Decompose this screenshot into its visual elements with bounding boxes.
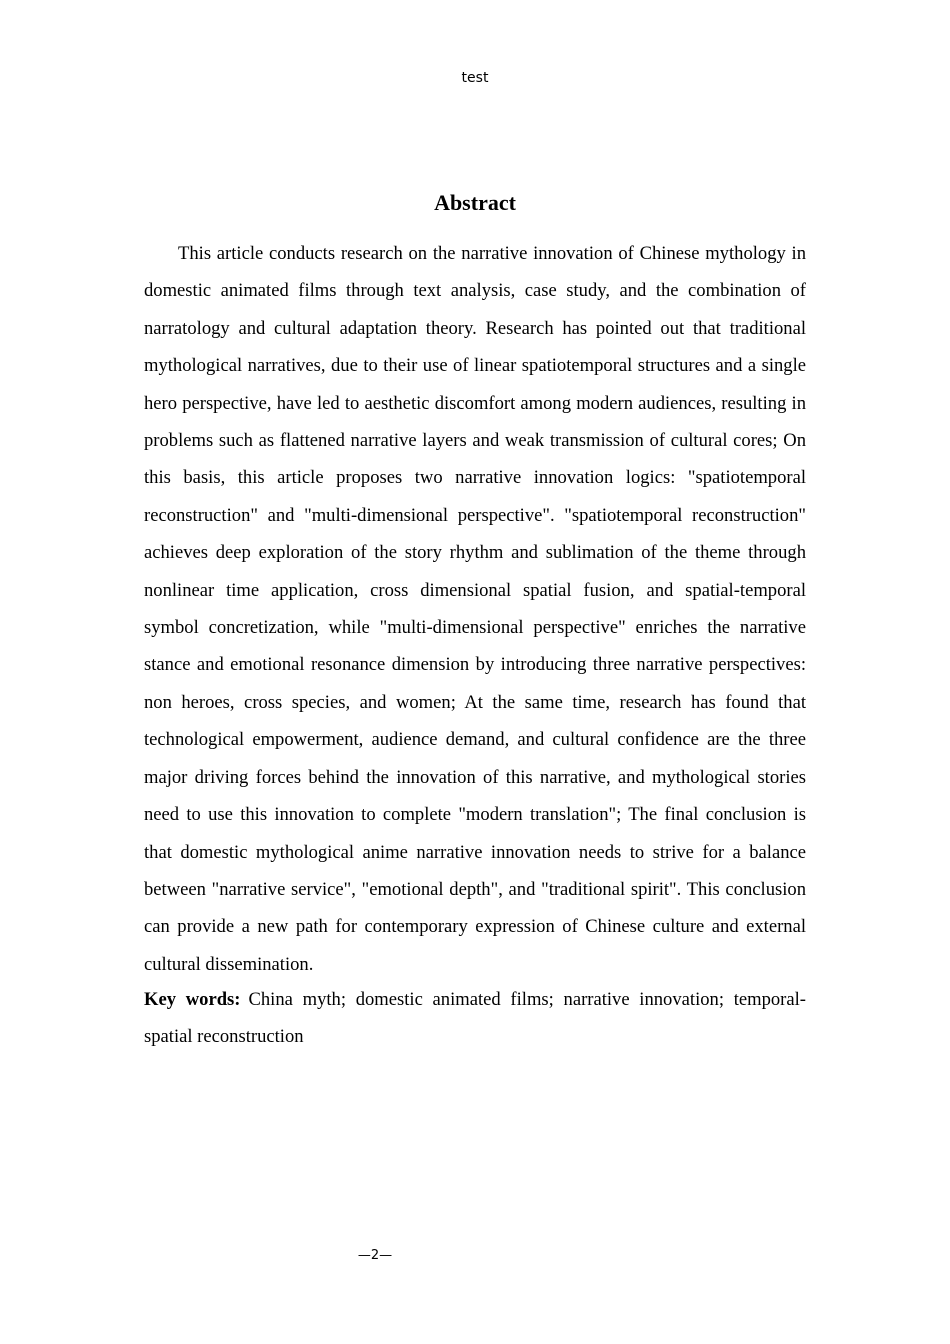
abstract-title: Abstract [434,190,516,215]
keywords-label: Key words: [144,989,241,1010]
page-header: test [461,70,489,86]
keywords-line [144,981,806,1055]
keywords-text: China myth; domestic animated films; narrative innovation; temporal-spatial reconstruction [144,989,806,1047]
abstract-body: This article conducts research on the narrative innovation of Chinese mythology in domestic animated films through text analysis, case study, and the combination of narratology and cultural adaptation theory. Research has pointed out that traditional mythological narratives, due to their use of linear spatiotemporal structures and a single hero perspective, have led to aesthetic discomfort among modern audiences, resulting in problems such as flattened narrative layers and weak transmission of cultural cores; On this basis, this article proposes two narrative innovation logics: "spatiotemporal reconstruction" and "multi-dimensional perspective". "spatiotemporal reconstruction" achieves deep exploration of the story rhythm and sublimation of the theme through nonlinear time application, cross dimensional spatial fusion, and spatial-temporal symbol concretization, while "multi-dimensional perspective" enriches the narrative stance and emotional resonance dimension by introducing three narrative perspectives: non heroes, cross species, and women; At the same time, research has found that technological empowerment, audience demand, and cultural confidence are the three major driving forces behind the innovation of this narrative, and mythological stories need to use this innovation to complete "modern translation"; The final conclusion is that domestic mythological anime narrative innovation needs to strive for a balance between "narrative service", "emotional depth", and "traditional spirit". This conclusion can provide a new path for contemporary expression of Chinese culture and external cultural dissemination. [144,243,806,975]
page-number: —2— [357,1248,393,1263]
